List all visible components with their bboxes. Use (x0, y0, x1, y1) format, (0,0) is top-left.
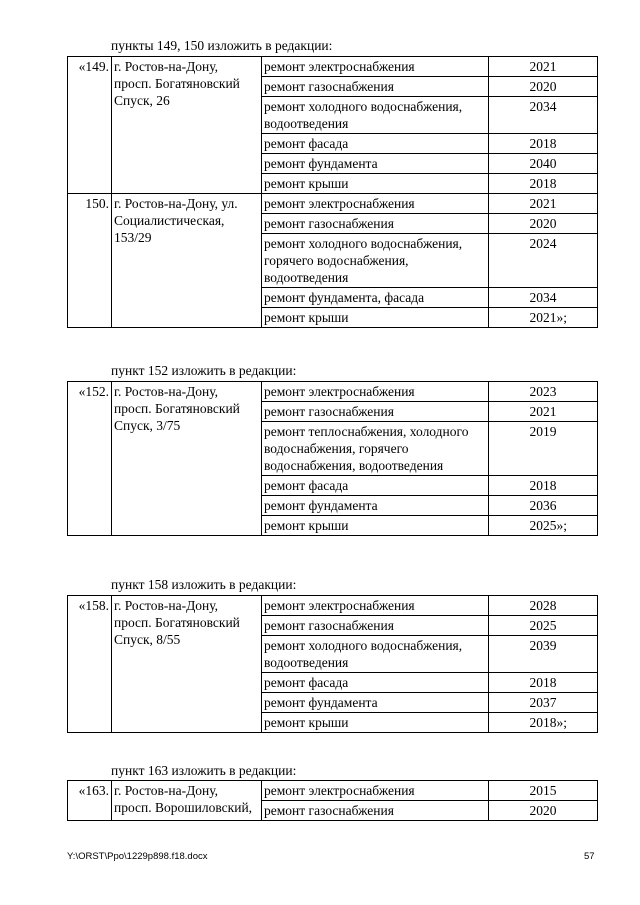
work-name: ремонт холодного водоснабжения, водоотведения (262, 636, 489, 673)
table-row (68, 194, 598, 214)
work-year: 2018 (489, 134, 598, 154)
entry-number: «163. (68, 781, 112, 821)
table-row (68, 781, 598, 801)
work-year: 2020 (489, 77, 598, 97)
section-intro: пункт 152 изложить в редакции: (111, 363, 297, 378)
work-year: 2037 (489, 693, 598, 713)
work-name: ремонт электроснабжения (262, 57, 489, 77)
work-name: ремонт фундамента (262, 154, 489, 174)
entry-number: 150. (68, 194, 112, 328)
entry-address: г. Ростов-на-Дону, ул. Социалистическая, 153/29 (112, 194, 262, 328)
entry-address: г. Ростов-на-Дону, просп. Ворошиловский, (112, 781, 262, 821)
table-row (68, 57, 598, 77)
work-name: ремонт фасада (262, 476, 489, 496)
entry-address: г. Ростов-на-Дону, просп. Богатяновский Спуск, 26 (112, 57, 262, 194)
work-name: ремонт крыши (262, 308, 489, 328)
section-intro: пункты 149, 150 изложить в редакции: (111, 38, 333, 53)
work-year: 2018 (489, 673, 598, 693)
work-year: 2039 (489, 636, 598, 673)
work-name: ремонт фундамента, фасада (262, 288, 489, 308)
work-name: ремонт газоснабжения (262, 214, 489, 234)
entry-number: «158. (68, 596, 112, 733)
work-name: ремонт холодного водоснабжения, горячего водоснабжения, водоотведения (262, 234, 489, 288)
work-name: ремонт крыши (262, 174, 489, 194)
work-year: 2018 (489, 476, 598, 496)
work-year: 2036 (489, 496, 598, 516)
entry-number: «149. (68, 57, 112, 194)
work-year: 2025»; (489, 516, 598, 536)
work-year: 2015 (489, 781, 598, 801)
works-table (67, 381, 598, 536)
entry-number: «152. (68, 382, 112, 536)
work-year: 2018»; (489, 713, 598, 733)
work-name: ремонт электроснабжения (262, 781, 489, 801)
work-year: 2018 (489, 174, 598, 194)
work-name: ремонт фасада (262, 673, 489, 693)
section-intro: пункт 158 изложить в редакции: (111, 577, 297, 592)
work-name: ремонт электроснабжения (262, 194, 489, 214)
entry-address: г. Ростов-на-Дону, просп. Богатяновский Спуск, 3/75 (112, 382, 262, 536)
work-year: 2040 (489, 154, 598, 174)
work-year: 2021 (489, 402, 598, 422)
entry-address: г. Ростов-на-Дону, просп. Богатяновский Спуск, 8/55 (112, 596, 262, 733)
work-year: 2023 (489, 382, 598, 402)
work-name: ремонт фундамента (262, 693, 489, 713)
footer-page-number: 57 (584, 851, 595, 862)
work-name: ремонт газоснабжения (262, 402, 489, 422)
work-year: 2021 (489, 57, 598, 77)
work-year: 2034 (489, 288, 598, 308)
works-table (67, 780, 598, 821)
work-year: 2020 (489, 214, 598, 234)
work-name: ремонт теплоснабжения, холодного водоснабжения, горячего водоснабжения, водоотведения (262, 422, 489, 476)
work-year: 2024 (489, 234, 598, 288)
work-name: ремонт газоснабжения (262, 616, 489, 636)
work-year: 2025 (489, 616, 598, 636)
works-table (67, 56, 598, 328)
work-year: 2021»; (489, 308, 598, 328)
work-name: ремонт фасада (262, 134, 489, 154)
works-table (67, 595, 598, 733)
table-row (68, 382, 598, 402)
work-name: ремонт газоснабжения (262, 77, 489, 97)
table-row (68, 596, 598, 616)
work-name: ремонт электроснабжения (262, 382, 489, 402)
work-year: 2021 (489, 194, 598, 214)
work-name: ремонт электроснабжения (262, 596, 489, 616)
work-name: ремонт крыши (262, 713, 489, 733)
work-name: ремонт фундамента (262, 496, 489, 516)
work-name: ремонт крыши (262, 516, 489, 536)
work-name: ремонт газоснабжения (262, 801, 489, 821)
footer-file-path: Y:\ORST\Ppo\1229p898.f18.docx (67, 851, 208, 862)
section-intro: пункт 163 изложить в редакции: (111, 763, 297, 778)
work-year: 2034 (489, 97, 598, 134)
work-year: 2028 (489, 596, 598, 616)
work-year: 2020 (489, 801, 598, 821)
work-name: ремонт холодного водоснабжения, водоотведения (262, 97, 489, 134)
work-year: 2019 (489, 422, 598, 476)
